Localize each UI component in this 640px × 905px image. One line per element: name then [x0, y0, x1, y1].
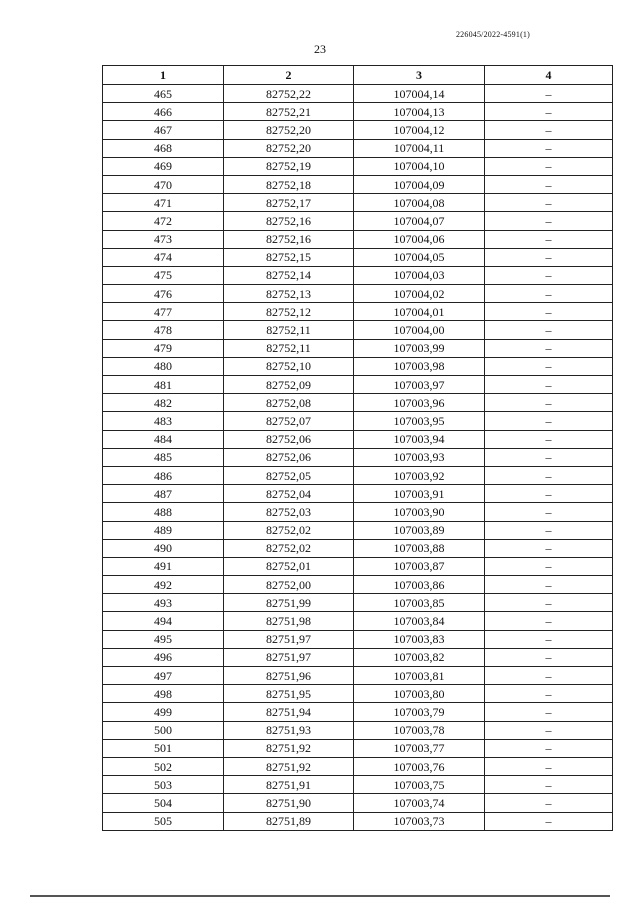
x-coordinate-cell: 82751,89: [224, 812, 354, 830]
table-row: [103, 139, 613, 157]
y-coordinate-cell: 107004,10: [354, 157, 485, 175]
point-number-cell: 475: [103, 266, 224, 284]
y-coordinate-cell: 107003,76: [354, 757, 485, 775]
note-cell: –: [485, 630, 613, 648]
y-coordinate-cell: 107004,09: [354, 175, 485, 193]
x-coordinate-cell: 82751,90: [224, 794, 354, 812]
y-coordinate-cell: 107003,88: [354, 539, 485, 557]
y-coordinate-cell: 107003,81: [354, 667, 485, 685]
x-coordinate-cell: 82752,11: [224, 321, 354, 339]
x-coordinate-cell: 82752,02: [224, 539, 354, 557]
table-row: [103, 648, 613, 666]
y-coordinate-cell: 107003,96: [354, 394, 485, 412]
column-header: 3: [354, 66, 485, 85]
y-coordinate-cell: 107003,92: [354, 466, 485, 484]
point-number-cell: 501: [103, 739, 224, 757]
note-cell: –: [485, 594, 613, 612]
y-coordinate-cell: 107003,90: [354, 503, 485, 521]
note-cell: –: [485, 121, 613, 139]
y-coordinate-cell: 107004,01: [354, 303, 485, 321]
y-coordinate-cell: 107003,78: [354, 721, 485, 739]
note-cell: –: [485, 739, 613, 757]
table-row: [103, 466, 613, 484]
point-number-cell: 497: [103, 667, 224, 685]
point-number-cell: 504: [103, 794, 224, 812]
note-cell: –: [485, 648, 613, 666]
column-header: 1: [103, 66, 224, 85]
note-cell: –: [485, 175, 613, 193]
y-coordinate-cell: 107003,75: [354, 776, 485, 794]
note-cell: –: [485, 757, 613, 775]
column-header: 2: [224, 66, 354, 85]
table-row: [103, 739, 613, 757]
table-row: [103, 357, 613, 375]
note-cell: –: [485, 503, 613, 521]
point-number-cell: 471: [103, 194, 224, 212]
y-coordinate-cell: 107004,03: [354, 266, 485, 284]
table-row: [103, 266, 613, 284]
note-cell: –: [485, 721, 613, 739]
y-coordinate-cell: 107004,00: [354, 321, 485, 339]
point-number-cell: 473: [103, 230, 224, 248]
table-row: [103, 394, 613, 412]
footer-rule: [30, 895, 610, 897]
y-coordinate-cell: 107004,11: [354, 139, 485, 157]
y-coordinate-cell: 107003,83: [354, 630, 485, 648]
note-cell: –: [485, 539, 613, 557]
table-row: [103, 175, 613, 193]
table-row: [103, 376, 613, 394]
point-number-cell: 484: [103, 430, 224, 448]
x-coordinate-cell: 82752,06: [224, 448, 354, 466]
point-number-cell: 488: [103, 503, 224, 521]
x-coordinate-cell: 82751,96: [224, 667, 354, 685]
y-coordinate-cell: 107003,95: [354, 412, 485, 430]
point-number-cell: 494: [103, 612, 224, 630]
x-coordinate-cell: 82752,09: [224, 376, 354, 394]
point-number-cell: 491: [103, 557, 224, 575]
table-row: [103, 303, 613, 321]
table-row: [103, 321, 613, 339]
point-number-cell: 486: [103, 466, 224, 484]
x-coordinate-cell: 82752,16: [224, 212, 354, 230]
x-coordinate-cell: 82751,92: [224, 739, 354, 757]
point-number-cell: 476: [103, 285, 224, 303]
x-coordinate-cell: 82752,18: [224, 175, 354, 193]
note-cell: –: [485, 794, 613, 812]
point-number-cell: 499: [103, 703, 224, 721]
point-number-cell: 485: [103, 448, 224, 466]
point-number-cell: 496: [103, 648, 224, 666]
note-cell: –: [485, 521, 613, 539]
x-coordinate-cell: 82752,05: [224, 466, 354, 484]
x-coordinate-cell: 82752,00: [224, 576, 354, 594]
note-cell: –: [485, 685, 613, 703]
table-row: [103, 485, 613, 503]
note-cell: –: [485, 667, 613, 685]
note-cell: –: [485, 103, 613, 121]
note-cell: –: [485, 157, 613, 175]
point-number-cell: 466: [103, 103, 224, 121]
x-coordinate-cell: 82752,01: [224, 557, 354, 575]
table-row: [103, 448, 613, 466]
y-coordinate-cell: 107003,97: [354, 376, 485, 394]
point-number-cell: 500: [103, 721, 224, 739]
x-coordinate-cell: 82752,11: [224, 339, 354, 357]
y-coordinate-cell: 107003,85: [354, 594, 485, 612]
y-coordinate-cell: 107003,87: [354, 557, 485, 575]
note-cell: –: [485, 303, 613, 321]
point-number-cell: 505: [103, 812, 224, 830]
table-row: [103, 103, 613, 121]
x-coordinate-cell: 82751,98: [224, 612, 354, 630]
point-number-cell: 481: [103, 376, 224, 394]
note-cell: –: [485, 357, 613, 375]
point-number-cell: 498: [103, 685, 224, 703]
x-coordinate-cell: 82751,97: [224, 648, 354, 666]
table-row: [103, 630, 613, 648]
note-cell: –: [485, 194, 613, 212]
y-coordinate-cell: 107004,07: [354, 212, 485, 230]
y-coordinate-cell: 107003,93: [354, 448, 485, 466]
table-row: [103, 703, 613, 721]
y-coordinate-cell: 107003,98: [354, 357, 485, 375]
table-row: [103, 339, 613, 357]
note-cell: –: [485, 212, 613, 230]
x-coordinate-cell: 82752,08: [224, 394, 354, 412]
x-coordinate-cell: 82751,92: [224, 757, 354, 775]
table-row: [103, 612, 613, 630]
note-cell: –: [485, 557, 613, 575]
y-coordinate-cell: 107004,08: [354, 194, 485, 212]
table-row: [103, 594, 613, 612]
y-coordinate-cell: 107003,89: [354, 521, 485, 539]
note-cell: –: [485, 430, 613, 448]
y-coordinate-cell: 107004,06: [354, 230, 485, 248]
table-row: [103, 503, 613, 521]
point-number-cell: 468: [103, 139, 224, 157]
table-row: [103, 539, 613, 557]
y-coordinate-cell: 107004,14: [354, 85, 485, 103]
table-row: [103, 285, 613, 303]
table-row: [103, 685, 613, 703]
point-number-cell: 493: [103, 594, 224, 612]
point-number-cell: 502: [103, 757, 224, 775]
note-cell: –: [485, 466, 613, 484]
table-row: [103, 85, 613, 103]
point-number-cell: 477: [103, 303, 224, 321]
table-row: [103, 757, 613, 775]
x-coordinate-cell: 82752,15: [224, 248, 354, 266]
note-cell: –: [485, 576, 613, 594]
x-coordinate-cell: 82752,02: [224, 521, 354, 539]
page-number: 23: [314, 42, 326, 56]
x-coordinate-cell: 82752,03: [224, 503, 354, 521]
x-coordinate-cell: 82752,07: [224, 412, 354, 430]
point-number-cell: 480: [103, 357, 224, 375]
note-cell: –: [485, 230, 613, 248]
y-coordinate-cell: 107004,02: [354, 285, 485, 303]
note-cell: –: [485, 812, 613, 830]
x-coordinate-cell: 82752,06: [224, 430, 354, 448]
note-cell: –: [485, 776, 613, 794]
table-row: [103, 430, 613, 448]
point-number-cell: 490: [103, 539, 224, 557]
y-coordinate-cell: 107003,99: [354, 339, 485, 357]
coordinates-table: [102, 65, 613, 831]
x-coordinate-cell: 82752,10: [224, 357, 354, 375]
x-coordinate-cell: 82751,95: [224, 685, 354, 703]
y-coordinate-cell: 107003,84: [354, 612, 485, 630]
note-cell: –: [485, 285, 613, 303]
table-header-row: [103, 66, 613, 85]
note-cell: –: [485, 85, 613, 103]
note-cell: –: [485, 448, 613, 466]
table-row: [103, 576, 613, 594]
point-number-cell: 467: [103, 121, 224, 139]
point-number-cell: 474: [103, 248, 224, 266]
x-coordinate-cell: 82752,19: [224, 157, 354, 175]
y-coordinate-cell: 107003,80: [354, 685, 485, 703]
table-row: [103, 194, 613, 212]
x-coordinate-cell: 82752,21: [224, 103, 354, 121]
y-coordinate-cell: 107003,73: [354, 812, 485, 830]
y-coordinate-cell: 107003,82: [354, 648, 485, 666]
point-number-cell: 478: [103, 321, 224, 339]
y-coordinate-cell: 107004,12: [354, 121, 485, 139]
note-cell: –: [485, 339, 613, 357]
table-row: [103, 121, 613, 139]
table-row: [103, 667, 613, 685]
table-row: [103, 212, 613, 230]
note-cell: –: [485, 412, 613, 430]
point-number-cell: 503: [103, 776, 224, 794]
y-coordinate-cell: 107003,77: [354, 739, 485, 757]
x-coordinate-cell: 82751,97: [224, 630, 354, 648]
table-body: [103, 85, 613, 831]
note-cell: –: [485, 266, 613, 284]
y-coordinate-cell: 107003,94: [354, 430, 485, 448]
x-coordinate-cell: 82752,16: [224, 230, 354, 248]
x-coordinate-cell: 82752,04: [224, 485, 354, 503]
x-coordinate-cell: 82752,12: [224, 303, 354, 321]
point-number-cell: 472: [103, 212, 224, 230]
table-row: [103, 776, 613, 794]
point-number-cell: 489: [103, 521, 224, 539]
table-row: [103, 230, 613, 248]
note-cell: –: [485, 612, 613, 630]
x-coordinate-cell: 82752,22: [224, 85, 354, 103]
point-number-cell: 469: [103, 157, 224, 175]
x-coordinate-cell: 82751,91: [224, 776, 354, 794]
table-row: [103, 812, 613, 830]
point-number-cell: 492: [103, 576, 224, 594]
x-coordinate-cell: 82751,94: [224, 703, 354, 721]
point-number-cell: 470: [103, 175, 224, 193]
note-cell: –: [485, 703, 613, 721]
point-number-cell: 482: [103, 394, 224, 412]
x-coordinate-cell: 82752,13: [224, 285, 354, 303]
point-number-cell: 483: [103, 412, 224, 430]
table-row: [103, 721, 613, 739]
y-coordinate-cell: 107004,05: [354, 248, 485, 266]
column-header: 4: [485, 66, 613, 85]
document-reference: 226045/2022-4591(1): [455, 30, 530, 39]
note-cell: –: [485, 376, 613, 394]
note-cell: –: [485, 321, 613, 339]
point-number-cell: 479: [103, 339, 224, 357]
x-coordinate-cell: 82752,14: [224, 266, 354, 284]
table-row: [103, 794, 613, 812]
table-row: [103, 521, 613, 539]
note-cell: –: [485, 485, 613, 503]
x-coordinate-cell: 82752,20: [224, 121, 354, 139]
table-row: [103, 412, 613, 430]
point-number-cell: 465: [103, 85, 224, 103]
note-cell: –: [485, 248, 613, 266]
y-coordinate-cell: 107003,74: [354, 794, 485, 812]
point-number-cell: 495: [103, 630, 224, 648]
x-coordinate-cell: 82752,20: [224, 139, 354, 157]
table-row: [103, 157, 613, 175]
note-cell: –: [485, 139, 613, 157]
x-coordinate-cell: 82751,99: [224, 594, 354, 612]
point-number-cell: 487: [103, 485, 224, 503]
y-coordinate-cell: 107003,86: [354, 576, 485, 594]
y-coordinate-cell: 107004,13: [354, 103, 485, 121]
y-coordinate-cell: 107003,91: [354, 485, 485, 503]
y-coordinate-cell: 107003,79: [354, 703, 485, 721]
x-coordinate-cell: 82752,17: [224, 194, 354, 212]
table-row: [103, 248, 613, 266]
note-cell: –: [485, 394, 613, 412]
table-row: [103, 557, 613, 575]
x-coordinate-cell: 82751,93: [224, 721, 354, 739]
